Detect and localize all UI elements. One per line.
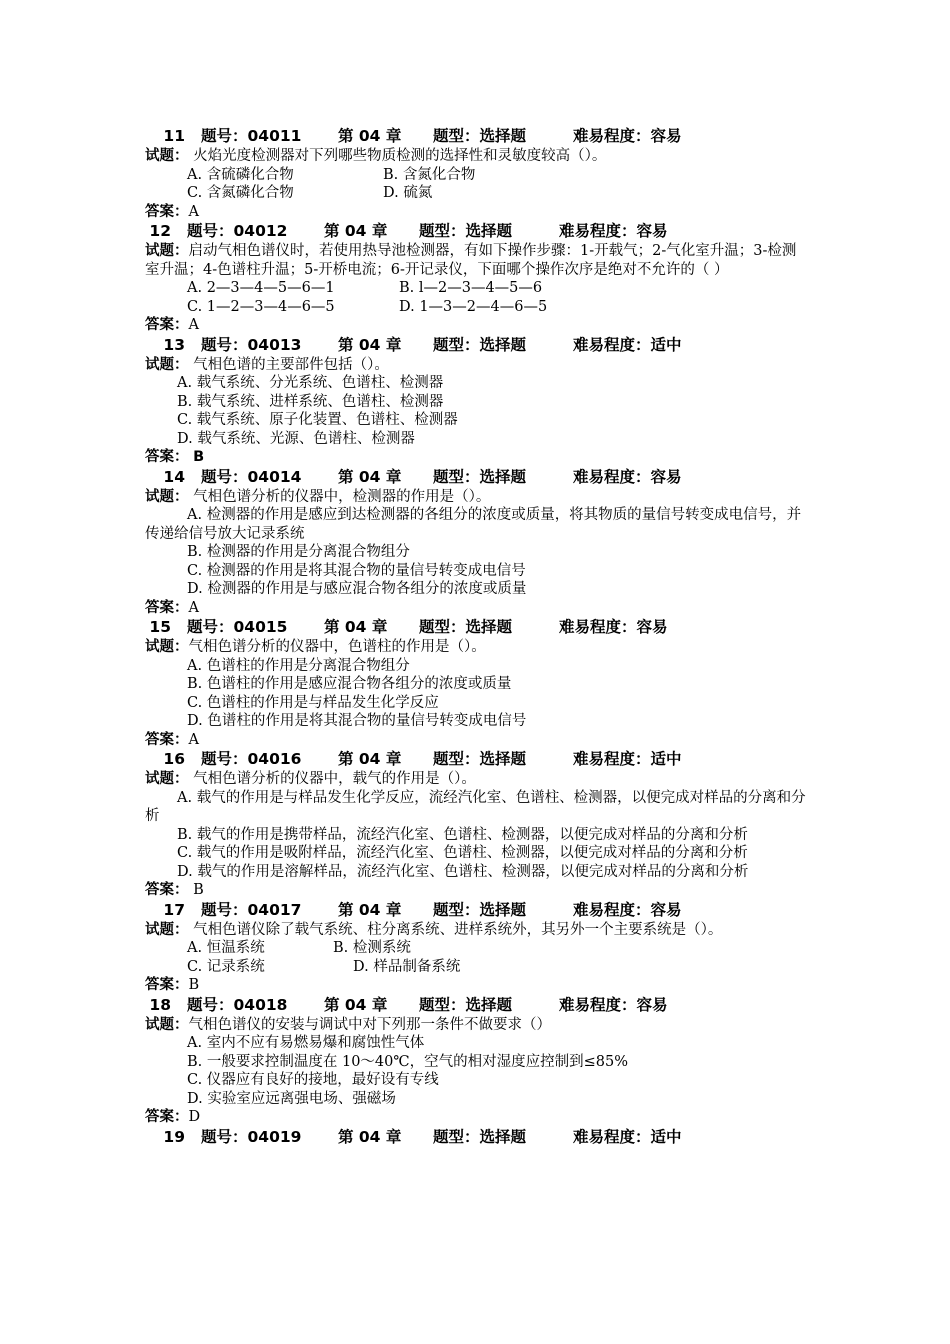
difficulty: 容易 [650, 900, 682, 919]
option: C. 载气系统、原子化装置、色谱柱、检测器 [177, 412, 458, 428]
option: C. 仪器应有良好的接地，最好设有专线 [187, 1072, 439, 1088]
option: C. 含氮磷化合物 [187, 185, 294, 201]
question-block [145, 1127, 810, 1148]
question-type: 选择题 [465, 222, 513, 240]
option: B. 载气系统、进样系统、色谱柱、检测器 [177, 393, 444, 410]
question-stem: 火焰光度检测器对下列哪些物质检测的选择性和灵敏度较高（）。 [193, 148, 607, 164]
answer-label: 答案 [145, 203, 174, 220]
question-type: 选择题 [479, 750, 527, 768]
answer-label: 答案 [145, 317, 174, 333]
chapter: 第 04 章 [324, 995, 388, 1014]
question-header: 17 题号：04017 第 04 章 题型：选择题 难易程度：容易 [145, 900, 810, 921]
question-type: 选择题 [479, 127, 527, 145]
exam-document [145, 126, 810, 1148]
option: C. 检测器的作用是将其混合物的量信号转变成电信号 [187, 562, 526, 579]
question-number: 17 [163, 900, 185, 919]
option: B. 检测系统 [333, 940, 411, 956]
question-header: 18 题号：04018 第 04 章 题型：选择题 难易程度：容易 [131, 995, 810, 1016]
option: A. 载气系统、分光系统、色谱柱、检测器 [177, 375, 444, 391]
answer-value: D [188, 1109, 201, 1125]
answer-value: B [193, 449, 205, 465]
question-label: 试题 [145, 356, 174, 373]
answer-label: 答案 [145, 731, 174, 748]
option: A. 载气的作用是与样品发生化学反应，流经汽化室、色谱柱、检测器，以便完成对样品的分离和分析 [145, 789, 806, 824]
question-header: 12 题号：04012 第 04 章 题型：选择题 难易程度：容易 [131, 221, 810, 242]
option: D. 检测器的作用是与感应混合物各组分的浓度或质量 [187, 581, 527, 597]
answer-value: B [188, 977, 200, 993]
question-id: 04013 [247, 335, 302, 354]
question-type: 选择题 [479, 1127, 527, 1146]
question-number: 16 [163, 750, 185, 768]
question-number: 13 [163, 335, 185, 354]
difficulty: 容易 [636, 222, 668, 240]
question-block: 12 题号：04012 第 04 章 题型：选择题 难易程度：容易 试题：启动气相色谱仪时，若使用热导池检测器，有如下操作步骤：1-开载气；2-气化室升温；3-检测室升温；4-色谱柱升温；5-开桥电流；6-开记录仪，下面哪个操作次序是绝对不允许的（ ） A. 2—3—4—5—6—1 B. l—2—3—4—5—6 C. 1—2—3—4—6—5 D. 1—3—2—4—6—5 答案：A [145, 221, 810, 335]
question-label: 试题 [145, 921, 174, 938]
question-id: 04015 [233, 618, 288, 636]
question-number: 18 [149, 995, 171, 1014]
question-block: 15 题号：04015 第 04 章 题型：选择题 难易程度：容易 试题：气相色谱分析的仪器中，色谱柱的作用是（）。 A. 色谱柱的作用是分离混合物组分 B. 色谱柱的作用是感应混合物各组分的浓度或质量 C. 色谱柱的作用是与样品发生化学反应 D. 色谱柱的作用是将其混合物的量信号转变成电信号 答案：A [145, 617, 810, 749]
answer-value: A [188, 203, 199, 220]
question-id: 04018 [233, 995, 288, 1014]
option: A. 检测器的作用是感应到达检测器的各组分的浓度或质量，将其物质的量信号转变成电信号，并传递给信号放大记录系统 [145, 507, 802, 542]
question-block: 11 题号：04011 第 04 章 题型：选择题 难易程度：容易 试题： 火焰光度检测器对下列哪些物质检测的选择性和灵敏度较高（）。 A. 含硫磷化合物 B. 含氮化合物 C. 含氮磷化合物 D. 硫氮 答案：A [145, 126, 810, 221]
question-stem: 气相色谱分析的仪器中，色谱柱的作用是（）。 [188, 639, 486, 655]
question-type: 选择题 [479, 335, 527, 354]
question-number: 14 [163, 467, 185, 486]
question-stem: 气相色谱分析的仪器中，检测器的作用是（）。 [193, 488, 491, 505]
option: A. 恒温系统 [187, 940, 265, 956]
option: C. 1—2—3—4—6—5 [187, 298, 335, 315]
question-header: 16 题号：04016 第 04 章 题型：选择题 难易程度：适中 [145, 749, 810, 770]
answer-value: A [188, 731, 199, 748]
question-header: 15 题号：04015 第 04 章 题型：选择题 难易程度：容易 [131, 617, 810, 638]
question-stem: 气相色谱仪除了载气系统、柱分离系统、进样系统外，其另外一个主要系统是（）。 [193, 921, 723, 938]
answer-value: A [188, 599, 199, 616]
chapter: 第 04 章 [324, 618, 388, 636]
chapter: 第 04 章 [338, 335, 402, 354]
answer-label: 答案 [145, 977, 174, 993]
option: D. 载气系统、光源、色谱柱、检测器 [177, 430, 415, 447]
question-id: 04012 [233, 222, 288, 240]
question-stem: 气相色谱分析的仪器中，载气的作用是（）。 [193, 771, 476, 787]
question-label: 试题 [145, 639, 174, 655]
question-block: 18 题号：04018 第 04 章 题型：选择题 难易程度：容易 试题：气相色谱仪的安装与调试中对下列那一条件不做要求（） A. 室内不应有易燃易爆和腐蚀性气体 B. 一般要求控制温度在 10～40℃，空气的相对湿度应控制到≤85% C. 仪器应有良好的接地，最好设有专线 D. 实验室应远离强电场、强磁场 答案：D [145, 995, 810, 1127]
answer-label: 答案 [145, 599, 174, 616]
question-stem: 启动气相色谱仪时，若使用热导池检测器，有如下操作步骤：1-开载气；2-气化室升温；3-检测室升温；4-色谱柱升温；5-开桥电流；6-开记录仪，下面哪个操作次序是绝对不允许的（ ） [145, 243, 797, 278]
option: C. 色谱柱的作用是与样品发生化学反应 [187, 694, 439, 711]
option: D. 实验室应远离强电场、强磁场 [187, 1090, 396, 1107]
question-header: 19 题号：04019 第 04 章 题型：选择题 难易程度：适中 [145, 1127, 810, 1148]
question-label: 试题 [145, 243, 174, 259]
question-number: 12 [149, 222, 171, 240]
difficulty: 容易 [650, 467, 682, 486]
option: B. 载气的作用是携带样品，流经汽化室、色谱柱、检测器，以便完成对样品的分离和分析 [177, 826, 748, 843]
option: D. 硫氮 [383, 185, 433, 201]
question-type: 选择题 [465, 995, 513, 1014]
question-type: 选择题 [465, 618, 513, 636]
question-id: 04017 [247, 900, 302, 919]
question-id: 04014 [247, 467, 302, 486]
question-block: 13 题号：04013 第 04 章 题型：选择题 难易程度：适中 试题： 气相色谱的主要部件包括（）。 A. 载气系统、分光系统、色谱柱、检测器 B. 载气系统、进样系统、色谱柱、检测器 C. 载气系统、原子化装置、色谱柱、检测器 D. 载气系统、光源、色谱柱、检测器 答案： B [145, 335, 810, 467]
difficulty: 适中 [650, 750, 682, 768]
question-number: 19 [163, 1127, 185, 1146]
option: D. 色谱柱的作用是将其混合物的量信号转变成电信号 [187, 713, 527, 729]
option: A. 室内不应有易燃易爆和腐蚀性气体 [187, 1035, 425, 1051]
chapter: 第 04 章 [338, 900, 402, 919]
option: A. 色谱柱的作用是分离混合物组分 [187, 657, 410, 674]
question-number: 11 [163, 127, 185, 145]
difficulty: 容易 [636, 995, 668, 1014]
question-header: 13 题号：04013 第 04 章 题型：选择题 难易程度：适中 [145, 335, 810, 356]
question-type: 选择题 [479, 467, 527, 486]
difficulty: 适中 [650, 335, 682, 354]
answer-value: B [193, 882, 204, 898]
option: A. 2—3—4—5—6—1 [187, 280, 335, 296]
question-header: 14 题号：04014 第 04 章 题型：选择题 难易程度：容易 [145, 467, 810, 488]
chapter: 第 04 章 [338, 1127, 402, 1146]
question-id: 04016 [247, 750, 302, 768]
answer-label: 答案 [145, 1109, 174, 1125]
answer-label: 答案 [145, 882, 174, 898]
question-number: 15 [149, 618, 171, 636]
chapter: 第 04 章 [338, 127, 402, 145]
question-label: 试题 [145, 1016, 174, 1033]
option: C. 记录系统 [187, 958, 265, 975]
question-block: 17 题号：04017 第 04 章 题型：选择题 难易程度：容易 试题： 气相色谱仪除了载气系统、柱分离系统、进样系统外，其另外一个主要系统是（）。 A. 恒温系统 B. 检测系统 C. 记录系统 D. 样品制备系统 答案：B [145, 900, 810, 995]
chapter: 第 04 章 [324, 222, 388, 240]
question-header: 11 题号：04011 第 04 章 题型：选择题 难易程度：容易 [145, 126, 810, 147]
question-id: 04011 [247, 127, 302, 145]
question-id: 04019 [247, 1127, 302, 1146]
question-label: 试题 [145, 148, 174, 164]
question-block: 16 题号：04016 第 04 章 题型：选择题 难易程度：适中 试题： 气相色谱分析的仪器中，载气的作用是（）。 A. 载气的作用是与样品发生化学反应，流经汽化室、色谱柱、检测器，以便完成对样品的分离和分析 B. 载气的作用是携带样品，流经汽化室、色谱柱、检测器，以便完成对样品的分离和分析 C. 载气的作用是吸附样品，流经汽化室、色谱柱、检测器，以便完成对样品的分离和分析 D. 载气的作用是溶解样品，流经汽化室、色谱柱、检测器，以便完成对样品的分离和分析 答案： B [145, 749, 810, 900]
difficulty: 容易 [636, 618, 668, 636]
option: B. 一般要求控制温度在 10～40℃，空气的相对湿度应控制到≤85% [187, 1053, 628, 1070]
question-label: 试题 [145, 771, 174, 787]
chapter: 第 04 章 [338, 467, 402, 486]
question-type: 选择题 [479, 900, 527, 919]
chapter: 第 04 章 [338, 750, 402, 768]
option: B. 检测器的作用是分离混合物组分 [187, 544, 410, 560]
option: B. 色谱柱的作用是感应混合物各组分的浓度或质量 [187, 676, 512, 692]
option: B. 含氮化合物 [383, 166, 476, 183]
question-stem: 气相色谱的主要部件包括（）。 [193, 356, 389, 373]
question-stem: 气相色谱仪的安装与调试中对下列那一条件不做要求（） [188, 1016, 551, 1033]
answer-value: A [188, 317, 199, 333]
option: D. 1—3—2—4—6—5 [399, 298, 548, 315]
option: B. l—2—3—4—5—6 [399, 280, 543, 296]
option: C. 载气的作用是吸附样品，流经汽化室、色谱柱、检测器，以便完成对样品的分离和分析 [177, 845, 748, 861]
option: D. 样品制备系统 [353, 958, 461, 975]
option: D. 载气的作用是溶解样品，流经汽化室、色谱柱、检测器，以便完成对样品的分离和分析 [177, 863, 749, 880]
difficulty: 容易 [650, 127, 682, 145]
question-label: 试题 [145, 488, 174, 505]
difficulty: 适中 [650, 1127, 682, 1146]
option: A. 含硫磷化合物 [187, 166, 294, 183]
answer-label: 答案 [145, 449, 174, 465]
question-block: 14 题号：04014 第 04 章 题型：选择题 难易程度：容易 试题： 气相色谱分析的仪器中，检测器的作用是（）。 A. 检测器的作用是感应到达检测器的各组分的浓度或质量，将其物质的量信号转变成电信号，并传递给信号放大记录系统 B. 检测器的作用是分离混合物组分 C. 检测器的作用是将其混合物的量信号转变成电信号 D. 检测器的作用是与感应混合物各组分的浓度或质量 答案：A [145, 467, 810, 618]
